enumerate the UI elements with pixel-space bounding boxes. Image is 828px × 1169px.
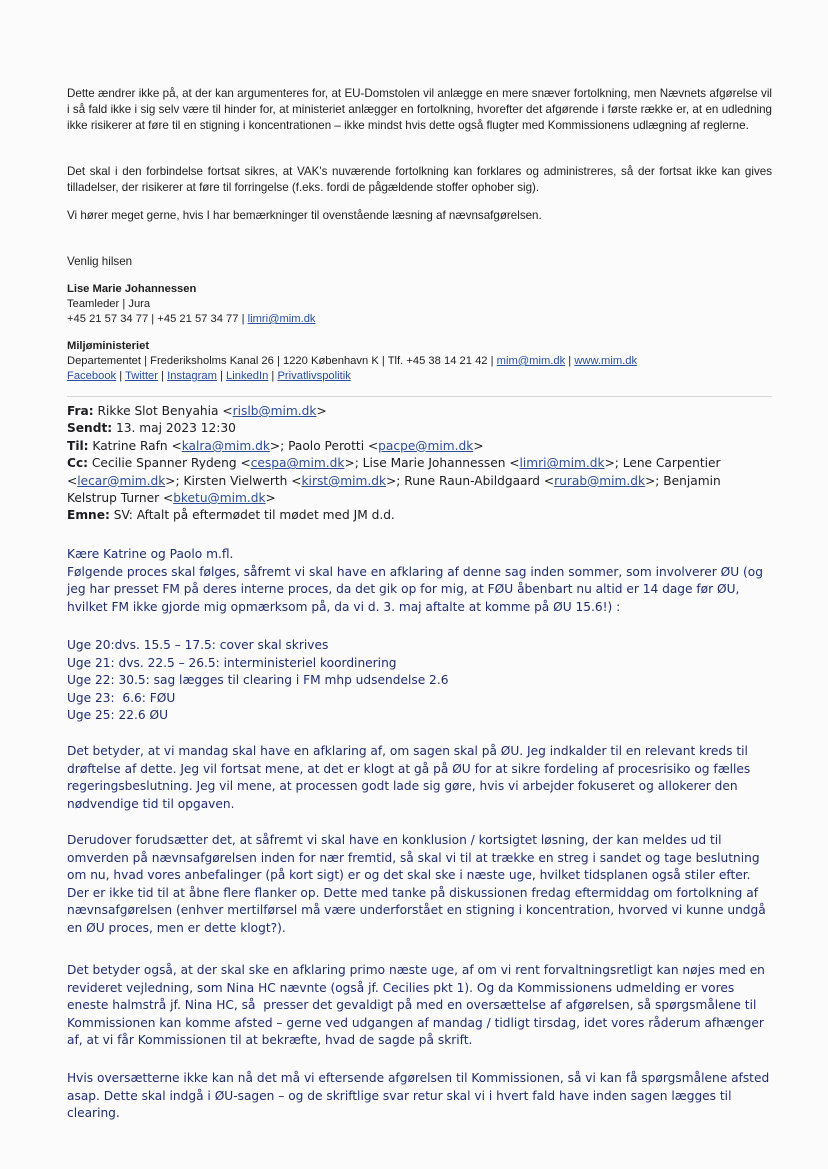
- org-address: Departementet | Frederiksholms Kanal 26 | 1220 København K | Tlf. +45 38 14 21 42 |: [67, 355, 497, 367]
- cc-label: Cc:: [67, 456, 89, 471]
- signer-role: Teamleder | Jura: [67, 298, 151, 310]
- to-email-link-2[interactable]: pacpe@mim.dk: [378, 438, 474, 453]
- body-paragraph-5: [67, 1070, 772, 1123]
- cc-email-link-4[interactable]: kirst@mim.dk: [301, 473, 387, 488]
- cc-email-link-5[interactable]: rurab@mim.dk: [554, 473, 646, 488]
- linkedin-link[interactable]: LinkedIn: [226, 370, 269, 382]
- instagram-link[interactable]: Instagram: [167, 370, 217, 382]
- body-text-4: Det betyder også, at der skal ske en afklaring primo næste uge, af om vi rent forvaltningsretligt kan nøjes med en revideret vejledning, som Nina HC nævnte (også jf. Cecilies pkt 1). Og da Kommissionens udmelding er vores eneste halmstrå jf. Nina HC, så presser det gevaldigt på med en oversættelse af afgørelsen, så spørgsmålene til Kommissionen kan komme afsted – gerne ved udgangen af mandag / tidligt tirsdag, idet vores råderum afhænger af, at vi får Kommissionen til at bekræfte, hvad de sagde på skrift.: [67, 963, 769, 1048]
- salutation: Kære Katrine og Paolo m.fl.: [67, 547, 234, 561]
- signer-email-link[interactable]: limri@mim.dk: [247, 313, 316, 325]
- sent-value: 13. maj 2023 12:30: [112, 421, 236, 436]
- cc-email-link-1[interactable]: cespa@mim.dk: [250, 456, 345, 471]
- separator: |: [565, 355, 575, 367]
- schedule-item: Uge 20:dvs. 15.5 – 17.5: cover skal skrives: [67, 638, 329, 652]
- subject-line: [67, 507, 772, 524]
- signer-name: Lise Marie Johannessen: [67, 283, 197, 295]
- signature-greeting: [67, 254, 772, 270]
- separator: |: [216, 370, 227, 382]
- schedule-item: Uge 23: 6.6: FØU: [67, 690, 176, 705]
- twitter-link[interactable]: Twitter: [125, 370, 159, 382]
- schedule-item: Uge 25: 22.6 ØU: [67, 708, 169, 723]
- org-web-link[interactable]: www.mim.dk: [574, 355, 638, 367]
- separator: |: [158, 370, 168, 382]
- schedule-item: Uge 22: 30.5: sag lægges til clearing i FM mhp udsendelse 2.6: [67, 673, 449, 688]
- body-text-2: Det betyder, at vi mandag skal have en afklaring af, om sagen skal på ØU. Jeg indkalder til en relevant kreds til drøftelse af dette. Jeg vil fortsat mene, at det er klogt at gå på ØU for at sikre fordeling af procesrisiko og fælles regeringsbeslutning. Jeg vil mene, at processen godt lade sig gøre, hvis vi arbejder fokuseret og allokerer den nødvendige tid til opgaven.: [67, 744, 751, 811]
- separator: |: [268, 370, 278, 382]
- sent-line: [67, 420, 772, 437]
- org-email-link[interactable]: mim@mim.dk: [496, 355, 566, 367]
- body-text-3: Derudover forudsætter det, at såfremt vi skal have en konklusion / kortsigtet løsning, der kan meldes ud til omverden på nævnsafgørelsen inden for nær fremtid, så skal vi til at trække en streg i sandet og tage beslutning om nu, hvad vores anbefalinger (på kort sigt) er og det skal ske i næste uge, hvilket tidsplanen også stiler efter. Der er ikke tid til at åbne flere flanker op. Dette med tanke på diskussionen fredag eftermiddag om fortolkning af nævnsafgørelsen (enhver mertilførsel må være underforstået en stigning i koncentration, hvorved vi kunne undgå en ØU proces, men er dette klogt?).: [67, 833, 766, 935]
- intro-text-1: Dette ændrer ikke på, at der kan argumenteres for, at EU-Domstolen vil anlægge en mere snæver fortolkning, men Nævnets afgørelse vil i så fald ikke i sig selv være til hinder for, at ministeriet anlægger en fortolkning, hvorefter det afgørende i første række er, at en udledning ikke risikerer at føre til en stigning i koncentrationen – ikke mindst hvis dette også flugter med Kommissionens udlægning af reglerne.: [67, 87, 772, 132]
- body-paragraph-4: [67, 962, 772, 1050]
- from-line: Fra: Rikke Slot Benyahia <rislb@mim.dk>: [67, 404, 327, 418]
- cc-line: Cc: Cecilie Spanner Rydeng <cespa@mim.dk>; Lise Marie Johannessen <limri@mim.dk>; Lene Carpentier <lecar@mim.dk>; Kirsten Vielwerth <kirst@mim.dk>; Rune Raun-Abildgaard <rurab@mim.dk>; Benjamin Kelstrup Turner <bketu@mim.dk>: [67, 456, 721, 506]
- cc-email-link-2[interactable]: limri@mim.dk: [519, 456, 605, 471]
- org-name: Miljøministeriet: [67, 340, 150, 352]
- facebook-link[interactable]: Facebook: [67, 370, 117, 382]
- privacy-policy-link[interactable]: Privatlivspolitik: [277, 370, 351, 382]
- divider: [67, 396, 772, 397]
- signer-phones: [67, 312, 772, 327]
- social-links: [67, 369, 772, 384]
- cc-name-1: Cecilie Spanner Rydeng <: [88, 456, 251, 471]
- intro-paragraph-3: [67, 208, 772, 224]
- intro-text-2: Det skal i den forbindelse fortsat sikres, at VAK's nuværende fortolkning kan forklares og administreres, så der fortsat ikke kan gives tilladelser, der risikerer at føre til forringelse (f.eks. fordi de pågældende stoffer ophober sig).: [67, 165, 772, 194]
- to-name-1: Katrine Rafn <: [88, 438, 182, 453]
- to-name-2: >; Paolo Perotti <: [269, 438, 379, 453]
- to-label: Til:: [67, 438, 89, 453]
- phone-numbers: +45 21 57 34 77 | +45 21 57 34 77 |: [67, 313, 248, 325]
- intro-text-3: Vi hører meget gerne, hvis I har bemærkninger til ovenstående læsning af nævnsafgørelsen.: [67, 209, 542, 222]
- cc-name-6: >; Benjamin Kelstrup Turner <: [67, 473, 721, 506]
- body-text-5: Hvis oversætterne ikke kan nå det må vi eftersende afgørelsen til Kommissionen, så vi kan få spørgsmålene afsted asap. Dette skal indgå i ØU-sagen – og de skriftlige svar retur skal vi i hvert fald have inden sagen lægges til clearing.: [67, 1071, 770, 1121]
- intro-paragraph-1: [67, 86, 772, 134]
- from-label: Fra:: [67, 404, 94, 418]
- body-paragraph-2: [67, 743, 772, 813]
- email-header: [67, 403, 772, 525]
- from-email-link[interactable]: rislb@mim.dk: [232, 404, 317, 418]
- to-email-link-1[interactable]: kalra@mim.dk: [181, 438, 270, 453]
- schedule-item: Uge 21: dvs. 22.5 – 26.5: interministeriel koordinering: [67, 655, 397, 670]
- body-paragraph-3: [67, 832, 772, 938]
- cc-name-4: >; Kirsten Vielwerth <: [165, 473, 302, 488]
- subject-value: SV: Aftalt på eftermødet til mødet med JM d.d.: [109, 508, 395, 523]
- organisation-block: [67, 339, 772, 384]
- cc-email-link-3[interactable]: lecar@mim.dk: [77, 473, 166, 488]
- org-address-line: [67, 354, 772, 369]
- from-name: Rikke Slot Benyahia <: [93, 404, 233, 418]
- schedule-list: [67, 637, 772, 725]
- to-line: Til: Katrine Rafn <kalra@mim.dk>; Paolo Perotti <pacpe@mim.dk>: [67, 438, 484, 453]
- cc-name-3: >; Lene Carpentier <: [67, 456, 721, 488]
- cc-name-2: >; Lise Marie Johannessen <: [344, 456, 520, 471]
- intro-paragraph-2: [67, 164, 772, 196]
- cc-name-5: >; Rune Raun-Abildgaard <: [386, 473, 555, 488]
- separator: |: [116, 370, 126, 382]
- email-body-intro: [67, 546, 772, 616]
- signature-block: [67, 282, 772, 327]
- cc-email-link-6[interactable]: bketu@mim.dk: [173, 491, 266, 506]
- greeting-text: Venlig hilsen: [67, 255, 133, 268]
- body-paragraph-1: Følgende proces skal følges, såfremt vi skal have en afklaring af denne sag inden sommer, som involverer ØU (og jeg har presset FM på deres interne proces, da det gik op for mig, at FØU åbenbart nu altid er 14 dage før ØU, hvilket FM ikke gjorde mig opmærksom på, da vi d. 3. maj aftalte at komme på ØU 15.6!) :: [67, 564, 763, 614]
- sent-label: Sendt:: [67, 421, 113, 436]
- subject-label: Emne:: [67, 508, 110, 523]
